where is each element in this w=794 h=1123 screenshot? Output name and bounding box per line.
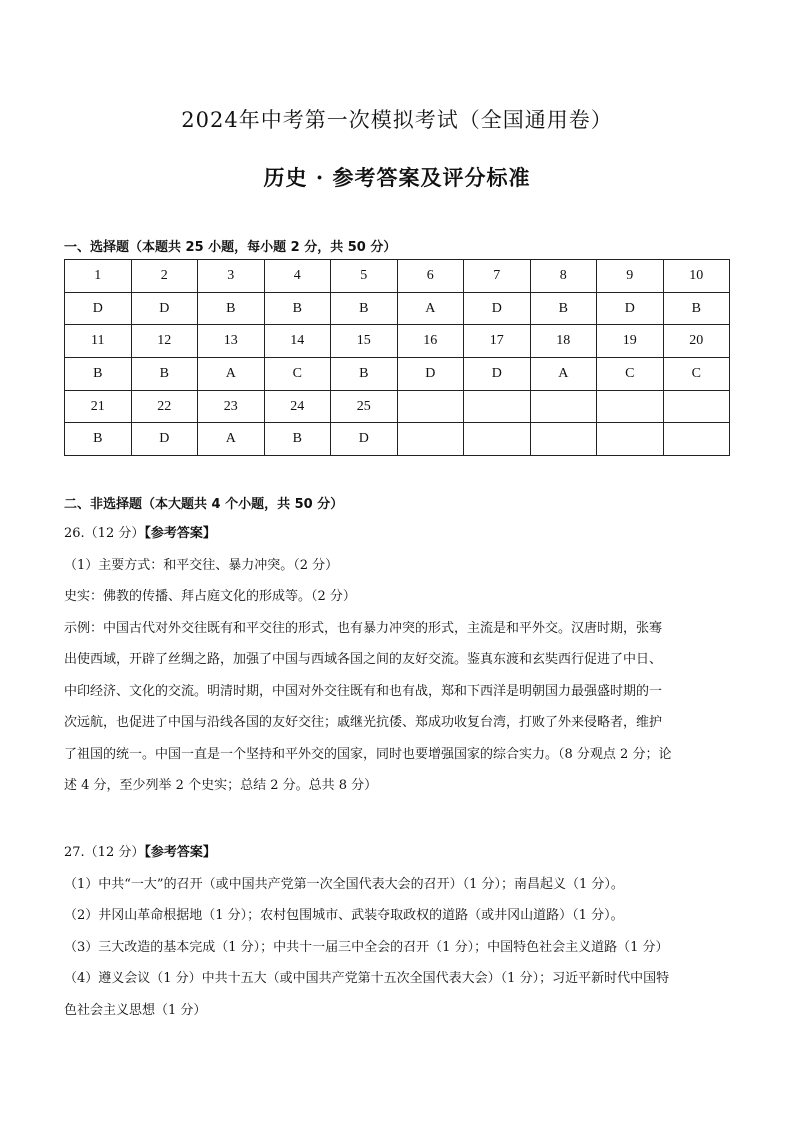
page-subtitle: 历史 · 参考答案及评分标准 xyxy=(263,165,531,190)
answer-cell: B xyxy=(663,292,730,325)
question-number-cell: 9 xyxy=(597,260,664,293)
answer-cell: A xyxy=(530,358,597,391)
answer-cell: D xyxy=(597,292,664,325)
question-number-cell: 10 xyxy=(663,260,730,293)
answer-cell: D xyxy=(65,292,132,325)
question-26-answer-label: 【参考答案】 xyxy=(144,526,216,541)
question-number-cell: 18 xyxy=(530,325,597,358)
question-26-line: 了祖国的统一。中国一直是一个坚持和平外交的国家，同时也要增强国家的综合实力。（8 分观点 2 分；论 xyxy=(64,746,672,762)
answer-cell: B xyxy=(331,358,398,391)
question-26-line: 次远航，也促进了中国与沿线各国的友好交往；戚继光抗倭、郑成功收复台湾，打败了外来侵略者，维护 xyxy=(64,715,663,730)
answer-cell: A xyxy=(198,358,265,391)
question-number-cell: 16 xyxy=(397,325,464,358)
question-26-line: 中印经济、文化的交流。明清时期，中国对外交往既有和也有战，郑和下西洋是明朝国力最强盛时期的一 xyxy=(64,683,663,699)
question-27-line: （1）中共“一大”的召开（或中国共产党第一次全国代表大会的召开）（1 分）；南昌起义（1 分）。 xyxy=(64,876,624,892)
question-27-line: （3）三大改造的基本完成（1 分）；中共十一届三中全会的召开（1 分）；中国特色社会主义道路（1 分） xyxy=(64,939,669,955)
section-heading-multiple-choice: 一、选择题（本题共 25 小题，每小题 2 分，共 50 分） xyxy=(64,240,397,255)
question-number-cell: 19 xyxy=(597,325,664,358)
question-27-number: 27.（12 分） xyxy=(64,845,145,860)
section-heading-non-choice: 二、非选择题（本大题共 4 个小题，共 50 分） xyxy=(64,497,344,512)
question-number-cell: 4 xyxy=(264,260,331,293)
answer-cell: D xyxy=(131,423,198,456)
answer-cell: C xyxy=(663,358,730,391)
question-number-cell: 24 xyxy=(264,390,331,423)
question-number-cell: 2 xyxy=(131,260,198,293)
question-number-cell: 5 xyxy=(331,260,398,293)
answer-cell: D xyxy=(464,358,531,391)
question-number-cell: 13 xyxy=(198,325,265,358)
question-26-title xyxy=(64,518,734,550)
answer-cell: D xyxy=(131,292,198,325)
question-26-number: 26.（12 分） xyxy=(64,526,145,541)
question-number-cell xyxy=(464,390,531,423)
question-number-cell: 12 xyxy=(131,325,198,358)
question-number-cell xyxy=(597,390,664,423)
answer-cell: D xyxy=(397,358,464,391)
answer-cell: A xyxy=(198,423,265,456)
question-number-row xyxy=(65,260,730,293)
question-number-cell: 8 xyxy=(530,260,597,293)
question-number-row xyxy=(65,325,730,358)
question-number-cell: 6 xyxy=(397,260,464,293)
answer-cell: C xyxy=(597,358,664,391)
answer-cell xyxy=(464,423,531,456)
answer-cell: A xyxy=(397,292,464,325)
answer-cell: B xyxy=(65,358,132,391)
question-number-cell: 1 xyxy=(65,260,132,293)
page-title: 2024年中考第一次模拟考试（全国通用卷） xyxy=(181,108,613,132)
question-26-line: （1）主要方式：和平交往、暴力冲突。（2 分） xyxy=(64,557,339,573)
answer-cell: B xyxy=(65,423,132,456)
question-number-cell: 21 xyxy=(65,390,132,423)
question-26-line: 示例：中国古代对外交往既有和平交往的形式，也有暴力冲突的形式，主流是和平外交。汉唐时期，张骞 xyxy=(64,620,663,636)
question-number-cell xyxy=(663,390,730,423)
answer-cell: B xyxy=(264,423,331,456)
question-27-answer-label: 【参考答案】 xyxy=(144,845,216,860)
question-27-line: 色社会主义思想（1 分） xyxy=(64,1002,207,1018)
question-number-row xyxy=(65,390,730,423)
answer-cell xyxy=(530,423,597,456)
question-number-cell: 3 xyxy=(198,260,265,293)
question-number-cell: 15 xyxy=(331,325,398,358)
answer-row xyxy=(65,292,730,325)
question-number-cell: 7 xyxy=(464,260,531,293)
question-27-line: （2）井冈山革命根据地（1 分）；农村包围城市、武装夺取政权的道路（或井冈山道路）（1 分）。 xyxy=(64,908,624,923)
question-number-cell: 22 xyxy=(131,390,198,423)
answer-cell: B xyxy=(331,292,398,325)
question-number-cell xyxy=(530,390,597,423)
answer-cell: D xyxy=(331,423,398,456)
question-27-title xyxy=(64,837,734,869)
answer-cell: D xyxy=(464,292,531,325)
answer-cell xyxy=(597,423,664,456)
answer-row xyxy=(65,423,730,456)
question-26-line: 出使西域，开辟了丝绸之路，加强了中国与西域各国之间的友好交流。鉴真东渡和玄奘西行促进了中日、 xyxy=(64,652,663,667)
answer-cell xyxy=(663,423,730,456)
question-number-cell: 23 xyxy=(198,390,265,423)
answer-cell xyxy=(397,423,464,456)
answer-cell: B xyxy=(131,358,198,391)
question-number-cell: 14 xyxy=(264,325,331,358)
question-27 xyxy=(64,837,734,1026)
answer-cell: C xyxy=(264,358,331,391)
answer-row xyxy=(65,358,730,391)
answer-cell: B xyxy=(530,292,597,325)
question-number-cell: 11 xyxy=(65,325,132,358)
question-number-cell: 25 xyxy=(331,390,398,423)
question-number-cell xyxy=(397,390,464,423)
answer-cell: B xyxy=(198,292,265,325)
question-27-line: （4）遵义会议（1 分）中共十五大（或中国共产党第十五次全国代表大会）（1 分）；习近平新时代中国特 xyxy=(64,971,670,986)
answer-cell: B xyxy=(264,292,331,325)
question-number-cell: 20 xyxy=(663,325,730,358)
question-26 xyxy=(64,518,734,802)
answer-table xyxy=(64,259,730,456)
question-number-cell: 17 xyxy=(464,325,531,358)
question-26-line: 述 4 分，至少列举 2 个史实；总结 2 分。总共 8 分） xyxy=(64,778,378,793)
question-26-line: 史实：佛教的传播、拜占庭文化的形成等。（2 分） xyxy=(64,589,356,604)
